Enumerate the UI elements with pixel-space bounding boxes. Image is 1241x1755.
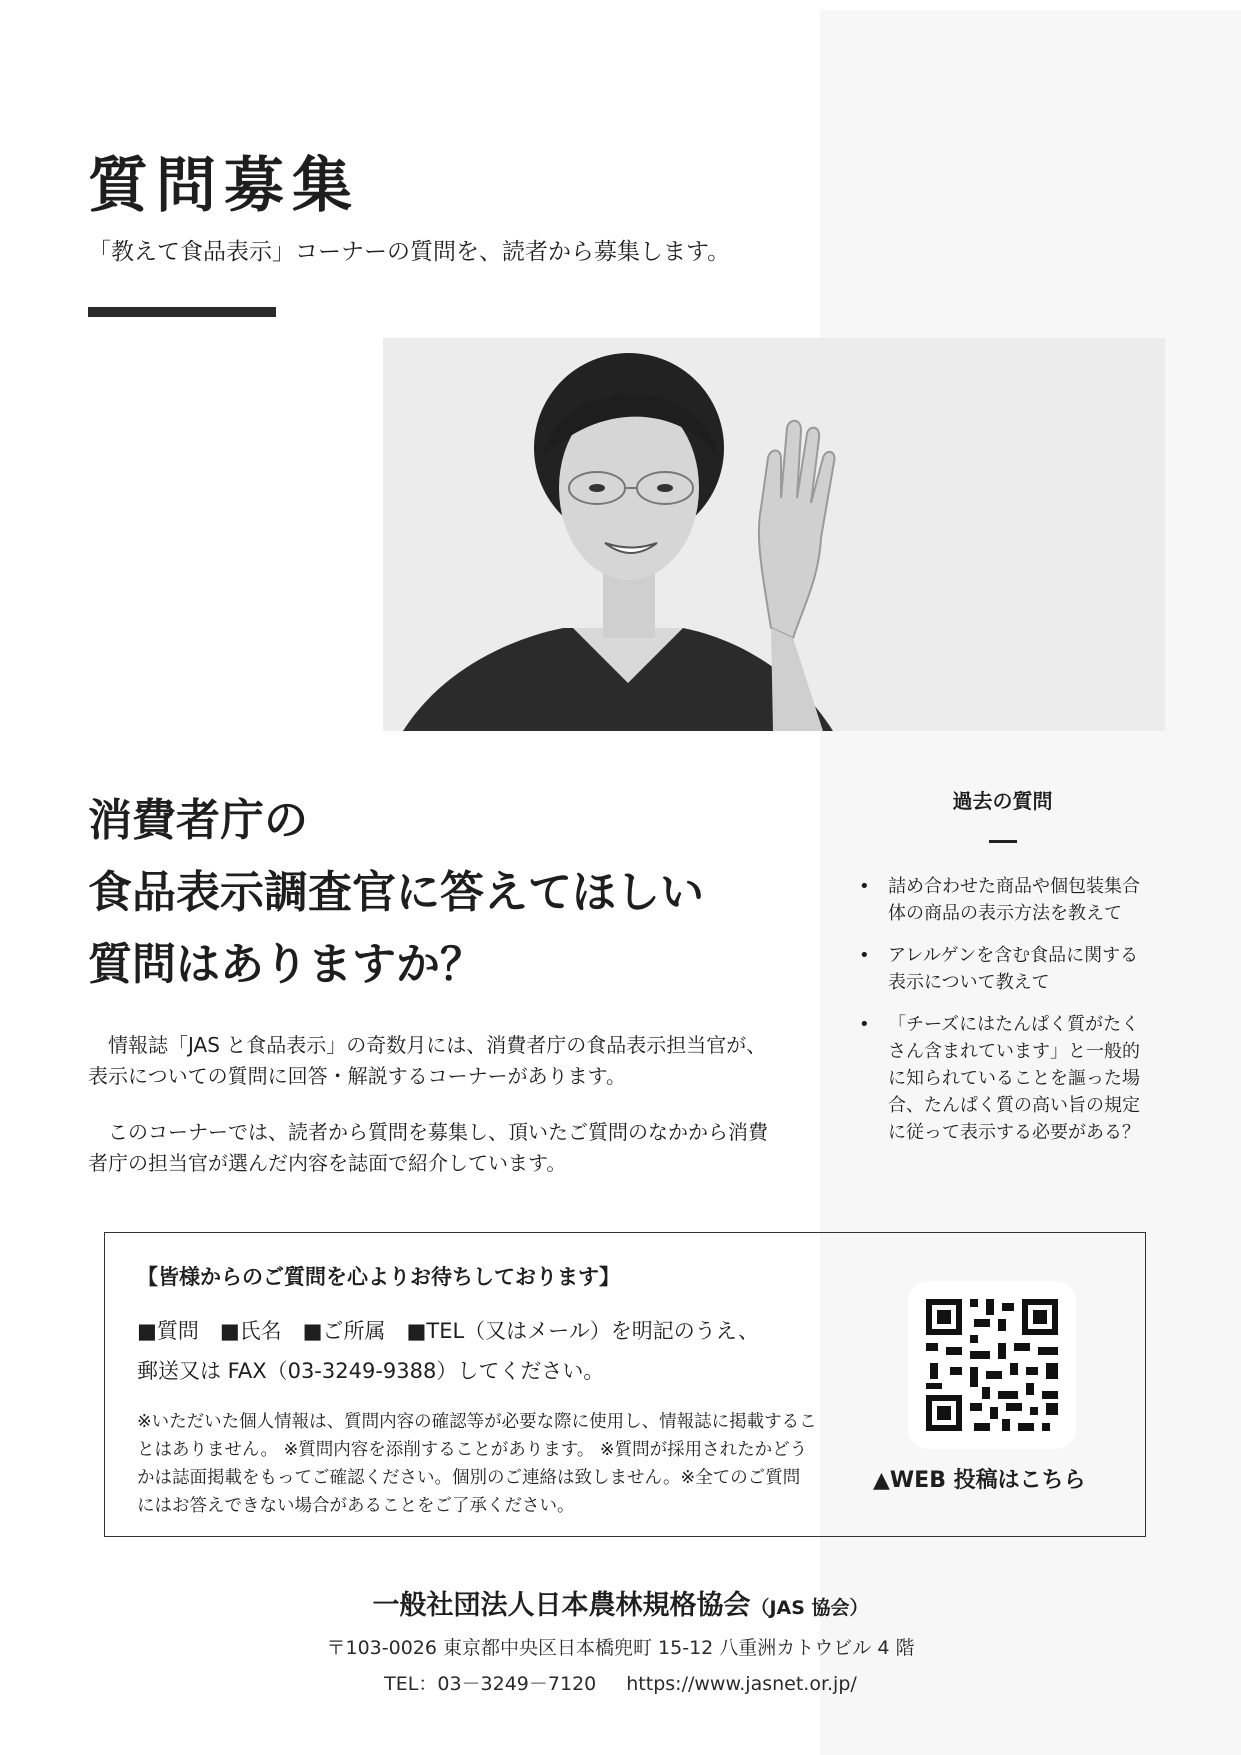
intro-paragraph-1: 情報誌「JAS と食品表示」の奇数月には、消費者庁の食品表示担当官が、表示についての質問に回答・解説するコーナーがあります。 (88, 1033, 767, 1088)
list-item (850, 1011, 1155, 1146)
organization-full-name: 一般社団法人日本農林規格協会 (372, 1590, 751, 1621)
past-question-text: アレルゲンを含む食品に関する表示について教えて (888, 945, 1139, 993)
bullet-icon: • (859, 945, 870, 966)
bullet-icon: • (859, 1014, 870, 1035)
bullet-icon: • (859, 876, 870, 897)
qr-caption: ▲WEB 投稿はこちら (873, 1468, 1086, 1493)
past-question-text: 「チーズにはたんぱく質がたくさん含まれています」と一般的に知られていることを謳った場合、たんぱく質の高い旨の規定に従って表示する必要がある？ (888, 1014, 1140, 1143)
past-questions-divider (989, 840, 1017, 843)
title-divider (88, 307, 276, 317)
organization-address: 〒103-0026 東京都中央区日本橋兜町 15-12 八重洲カトウビル 4 階 (326, 1637, 915, 1659)
submission-fields: ■質問 ■氏名 ■ご所属 ■TEL（又はメール）を明記のうえ、 (137, 1319, 759, 1343)
qr-code[interactable] (908, 1281, 1076, 1449)
past-questions-title: 過去の質問 (952, 789, 1053, 813)
headline-line-3: 質問はありますか？ (88, 939, 484, 990)
list-item (850, 873, 1155, 927)
intro-paragraph-2: このコーナーでは、読者から質問を募集し、頂いたご質問のなかから消費者庁の担当官が選んだ内容を誌面で紹介しています。 (88, 1120, 768, 1175)
submission-heading: 【皆様からのご質問を心よりお待ちしております】 (137, 1265, 620, 1289)
organization-tel: TEL：03－3249－7120 (384, 1673, 597, 1695)
main-headline (88, 785, 808, 1001)
intro-text (88, 1030, 778, 1204)
headline-line-2: 食品表示調査官に答えてほしい (88, 867, 704, 918)
past-question-text: 詰め合わせた商品や個包装集合体の商品の表示方法を教えて (888, 876, 1140, 924)
past-questions-panel (850, 785, 1155, 1161)
past-questions-list (850, 873, 1155, 1146)
list-item (850, 942, 1155, 996)
submission-send-info: 郵送又は FAX（03-3249-9388）してください。 (137, 1359, 605, 1383)
organization-name (0, 1583, 1241, 1622)
submission-box (104, 1232, 1146, 1537)
organization-contact (0, 1669, 1241, 1696)
organization-url[interactable]: https://www.jasnet.or.jp/ (626, 1673, 857, 1695)
organization-short-name: （JAS 協会） (750, 1597, 869, 1619)
headline-line-1: 消費者庁の (88, 795, 308, 846)
presenter-photo (383, 338, 1165, 731)
page-subtitle: 「教えて食品表示」コーナーの質問を、読者から募集します。 (88, 239, 731, 265)
submission-notes: ※いただいた個人情報は、質問内容の確認等が必要な際に使用し、情報誌に掲載することはありません。 ※質問内容を添削することがあります。 ※質問が採用されたかどうかは誌面掲載をもってご確認ください。個別のご連絡は致しません。※全てのご質問にはお答えできない場合があることをご了承ください。 (137, 1412, 817, 1516)
page-title: 質問募集 (88, 151, 360, 221)
